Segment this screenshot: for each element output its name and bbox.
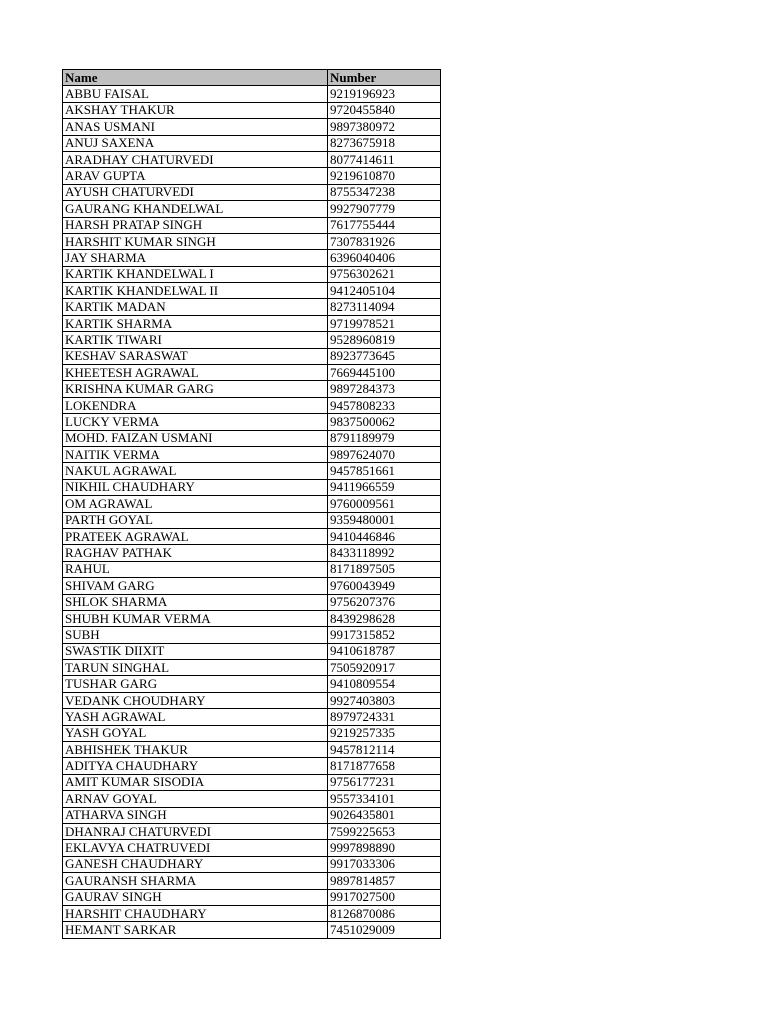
column-header-name: Name (63, 70, 328, 86)
number-cell: 9837500062 (328, 414, 441, 430)
name-cell: YASH AGRAWAL (63, 709, 328, 725)
name-cell: SHIVAM GARG (63, 578, 328, 594)
table-row (63, 676, 441, 692)
table-row (63, 856, 441, 872)
name-cell: HARSHIT CHAUDHARY (63, 905, 328, 921)
table-row (63, 545, 441, 561)
name-cell: PARTH GOYAL (63, 512, 328, 528)
number-cell: 9026435801 (328, 807, 441, 823)
name-cell: NAKUL AGRAWAL (63, 463, 328, 479)
number-cell: 7505920917 (328, 660, 441, 676)
name-cell: EKLAVYA CHATRUVEDI (63, 840, 328, 856)
name-cell: LUCKY VERMA (63, 414, 328, 430)
number-cell: 9756302621 (328, 266, 441, 282)
table-row (63, 528, 441, 544)
table-row (63, 742, 441, 758)
table-row (63, 119, 441, 135)
table-row (63, 266, 441, 282)
table-row (63, 102, 441, 118)
name-cell: KARTIK KHANDELWAL I (63, 266, 328, 282)
number-cell: 9720455840 (328, 102, 441, 118)
number-cell: 8923773645 (328, 348, 441, 364)
table-row (63, 397, 441, 413)
number-cell: 8439298628 (328, 610, 441, 626)
name-cell: AMIT KUMAR SISODIA (63, 774, 328, 790)
table-row (63, 479, 441, 495)
name-cell: ABHISHEK THAKUR (63, 742, 328, 758)
name-cell: YASH GOYAL (63, 725, 328, 741)
name-cell: ANUJ SAXENA (63, 135, 328, 151)
table-row (63, 463, 441, 479)
name-cell: AYUSH CHATURVEDI (63, 184, 328, 200)
table-body (63, 86, 441, 938)
number-cell: 9760009561 (328, 496, 441, 512)
table-row (63, 168, 441, 184)
number-cell: 8791189979 (328, 430, 441, 446)
table-row (63, 627, 441, 643)
number-cell: 7451029009 (328, 922, 441, 938)
table-row (63, 332, 441, 348)
name-cell: TUSHAR GARG (63, 676, 328, 692)
table-row (63, 217, 441, 233)
table-row (63, 250, 441, 266)
name-cell: GAURANG KHANDELWAL (63, 201, 328, 217)
name-cell: HEMANT SARKAR (63, 922, 328, 938)
table-row (63, 807, 441, 823)
table-row (63, 496, 441, 512)
name-cell: NAITIK VERMA (63, 446, 328, 462)
table-row (63, 348, 441, 364)
name-cell: AKSHAY THAKUR (63, 102, 328, 118)
number-cell: 9557334101 (328, 791, 441, 807)
name-cell: KARTIK SHARMA (63, 315, 328, 331)
name-cell: GAURAV SINGH (63, 889, 328, 905)
table-row (63, 86, 441, 102)
number-cell: 9917027500 (328, 889, 441, 905)
number-cell: 9917315852 (328, 627, 441, 643)
table-row (63, 709, 441, 725)
name-cell: RAHUL (63, 561, 328, 577)
name-cell: VEDANK CHOUDHARY (63, 692, 328, 708)
number-cell: 8979724331 (328, 709, 441, 725)
name-cell: OM AGRAWAL (63, 496, 328, 512)
name-cell: ABBU FAISAL (63, 86, 328, 102)
number-cell: 9219257335 (328, 725, 441, 741)
number-cell: 7669445100 (328, 365, 441, 381)
table-row (63, 643, 441, 659)
name-cell: KARTIK TIWARI (63, 332, 328, 348)
name-cell: GANESH CHAUDHARY (63, 856, 328, 872)
name-cell: GAURANSH SHARMA (63, 873, 328, 889)
table-row (63, 414, 441, 430)
name-cell: KHEETESH AGRAWAL (63, 365, 328, 381)
name-cell: SHLOK SHARMA (63, 594, 328, 610)
name-cell: ARAV GUPTA (63, 168, 328, 184)
name-cell: PRATEEK AGRAWAL (63, 528, 328, 544)
table-row (63, 774, 441, 790)
table-row (63, 660, 441, 676)
name-cell: ARNAV GOYAL (63, 791, 328, 807)
name-cell: ADITYA CHAUDHARY (63, 758, 328, 774)
table-row (63, 692, 441, 708)
name-cell: KARTIK MADAN (63, 299, 328, 315)
table-row (63, 283, 441, 299)
number-cell: 9411966559 (328, 479, 441, 495)
number-cell: 9756177231 (328, 774, 441, 790)
number-cell: 9917033306 (328, 856, 441, 872)
name-cell: SHUBH KUMAR VERMA (63, 610, 328, 626)
number-cell: 9457808233 (328, 397, 441, 413)
name-cell: HARSHIT KUMAR SINGH (63, 233, 328, 249)
number-cell: 9897284373 (328, 381, 441, 397)
column-header-number: Number (328, 70, 441, 86)
table-row (63, 873, 441, 889)
number-cell: 9528960819 (328, 332, 441, 348)
name-cell: MOHD. FAIZAN USMANI (63, 430, 328, 446)
name-cell: ARADHAY CHATURVEDI (63, 151, 328, 167)
name-cell: KESHAV SARASWAT (63, 348, 328, 364)
number-cell: 9756207376 (328, 594, 441, 610)
number-cell: 9927403803 (328, 692, 441, 708)
table-row (63, 381, 441, 397)
number-cell: 9410446846 (328, 528, 441, 544)
table-row (63, 184, 441, 200)
table-row (63, 905, 441, 921)
name-cell: JAY SHARMA (63, 250, 328, 266)
number-cell: 8755347238 (328, 184, 441, 200)
name-cell: ANAS USMANI (63, 119, 328, 135)
name-cell: TARUN SINGHAL (63, 660, 328, 676)
name-cell: DHANRAJ CHATURVEDI (63, 823, 328, 839)
number-cell: 9457812114 (328, 742, 441, 758)
number-cell: 9359480001 (328, 512, 441, 528)
contacts-table (62, 69, 441, 939)
name-cell: KARTIK KHANDELWAL II (63, 283, 328, 299)
name-cell: NIKHIL CHAUDHARY (63, 479, 328, 495)
number-cell: 9897624070 (328, 446, 441, 462)
table-row (63, 233, 441, 249)
name-cell: SWASTIK DIIXIT (63, 643, 328, 659)
table-row (63, 889, 441, 905)
number-cell: 9897380972 (328, 119, 441, 135)
name-cell: SUBH (63, 627, 328, 643)
table-row (63, 561, 441, 577)
table-row (63, 725, 441, 741)
number-cell: 9410618787 (328, 643, 441, 659)
number-cell: 9219610870 (328, 168, 441, 184)
number-cell: 8171877658 (328, 758, 441, 774)
number-cell: 8433118992 (328, 545, 441, 561)
number-cell: 7617755444 (328, 217, 441, 233)
table-row (63, 922, 441, 938)
name-cell: HARSH PRATAP SINGH (63, 217, 328, 233)
table-row (63, 135, 441, 151)
table-row (63, 578, 441, 594)
number-cell: 9457851661 (328, 463, 441, 479)
name-cell: ATHARVA SINGH (63, 807, 328, 823)
table-row (63, 823, 441, 839)
number-cell: 9760043949 (328, 578, 441, 594)
number-cell: 8171897505 (328, 561, 441, 577)
number-cell: 7307831926 (328, 233, 441, 249)
number-cell: 9219196923 (328, 86, 441, 102)
number-cell: 9997898890 (328, 840, 441, 856)
table-row (63, 758, 441, 774)
table-row (63, 594, 441, 610)
table-row (63, 512, 441, 528)
table-row (63, 610, 441, 626)
table-row (63, 201, 441, 217)
name-cell: KRISHNA KUMAR GARG (63, 381, 328, 397)
number-cell: 9927907779 (328, 201, 441, 217)
table-row (63, 315, 441, 331)
number-cell: 8273675918 (328, 135, 441, 151)
table-row (63, 151, 441, 167)
number-cell: 9410809554 (328, 676, 441, 692)
table-row (63, 791, 441, 807)
table-row (63, 365, 441, 381)
number-cell: 9897814857 (328, 873, 441, 889)
table-row (63, 446, 441, 462)
number-cell: 9719978521 (328, 315, 441, 331)
number-cell: 8273114094 (328, 299, 441, 315)
number-cell: 9412405104 (328, 283, 441, 299)
name-cell: RAGHAV PATHAK (63, 545, 328, 561)
table-row (63, 299, 441, 315)
name-cell: LOKENDRA (63, 397, 328, 413)
number-cell: 7599225653 (328, 823, 441, 839)
number-cell: 8126870086 (328, 905, 441, 921)
number-cell: 8077414611 (328, 151, 441, 167)
number-cell: 6396040406 (328, 250, 441, 266)
table-header-row (63, 70, 441, 86)
table-row (63, 430, 441, 446)
table-row (63, 840, 441, 856)
